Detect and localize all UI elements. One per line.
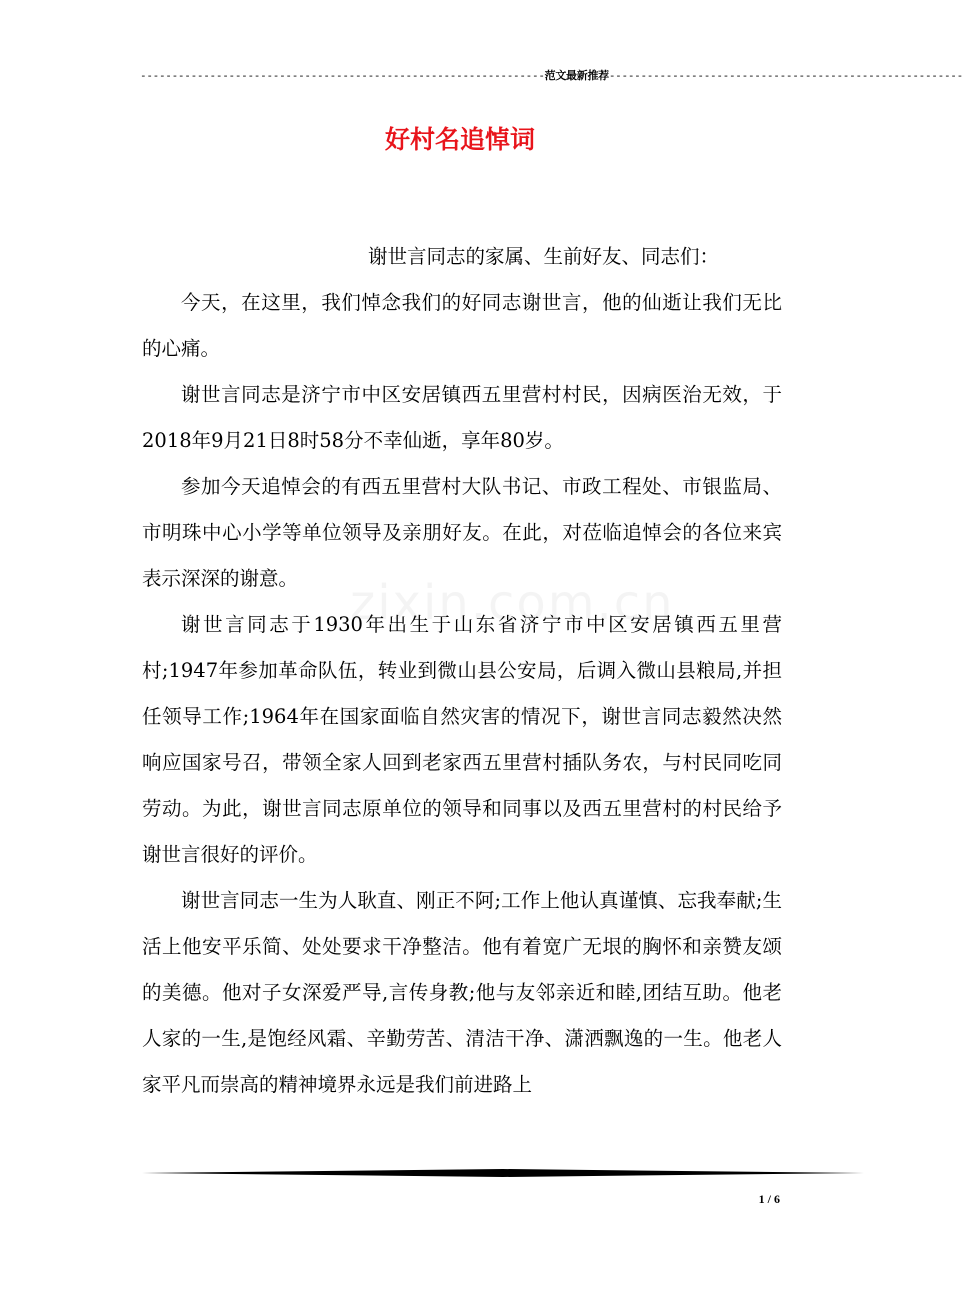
body-paragraph: 今天，在这里，我们悼念我们的好同志谢世言，他的仙逝让我们无比的心痛。 <box>142 291 782 360</box>
footer-divider <box>142 1166 864 1180</box>
header-dashes-right: -------------------------------------------------------- <box>608 69 963 82</box>
header-label: 范文最新推荐 <box>544 69 609 82</box>
document-title: 好村名追悼词 <box>384 125 535 154</box>
page-number: 1 / 6 <box>758 1192 780 1206</box>
body-paragraph: 谢世言同志一生为人耿直、刚正不阿;工作上他认真谨慎、忘我奉献;生活上他安平乐简、处处要求干净整洁。他有着宽广无垠的胸怀和亲赞友颂的美德。他对子女深爱严导,言传身教;他与友邻亲近和睦,团结互助。他老人家的一生,是饱经风霜、辛勤劳苦、清洁干净、潇洒飘逸的一生。他老人家平凡而崇高的精神境界永远是我们前进路上 <box>142 889 782 1096</box>
document-body <box>142 234 782 1108</box>
header-banner <box>140 68 963 84</box>
body-paragraph: 谢世言同志于1930年出生于山东省济宁市中区安居镇西五里营村;1947年参加革命队伍，转业到微山县公安局，后调入微山县粮局,并担任领导工作;1964年在国家面临自然灾害的情况下，谢世言同志毅然决然响应国家号召，带领全家人回到老家西五里营村插队务农，与村民同吃同劳动。为此，谢世言同志原单位的领导和同事以及西五里营村的村民给予谢世言很好的评价。 <box>142 613 782 866</box>
header-dashes-left: ---------------------------------------------------------------- <box>140 69 545 82</box>
salutation-paragraph: 谢世言同志的家属、生前好友、同志们： <box>368 245 720 268</box>
body-paragraph: 参加今天追悼会的有西五里营村大队书记、市政工程处、市银监局、市明珠中心小学等单位领导及亲朋好友。在此，对莅临追悼会的各位来宾表示深深的谢意。 <box>142 475 782 590</box>
body-paragraph: 谢世言同志是济宁市中区安居镇西五里营村村民，因病医治无效，于2018年9月21日8时58分不幸仙逝，享年80岁。 <box>142 383 782 452</box>
